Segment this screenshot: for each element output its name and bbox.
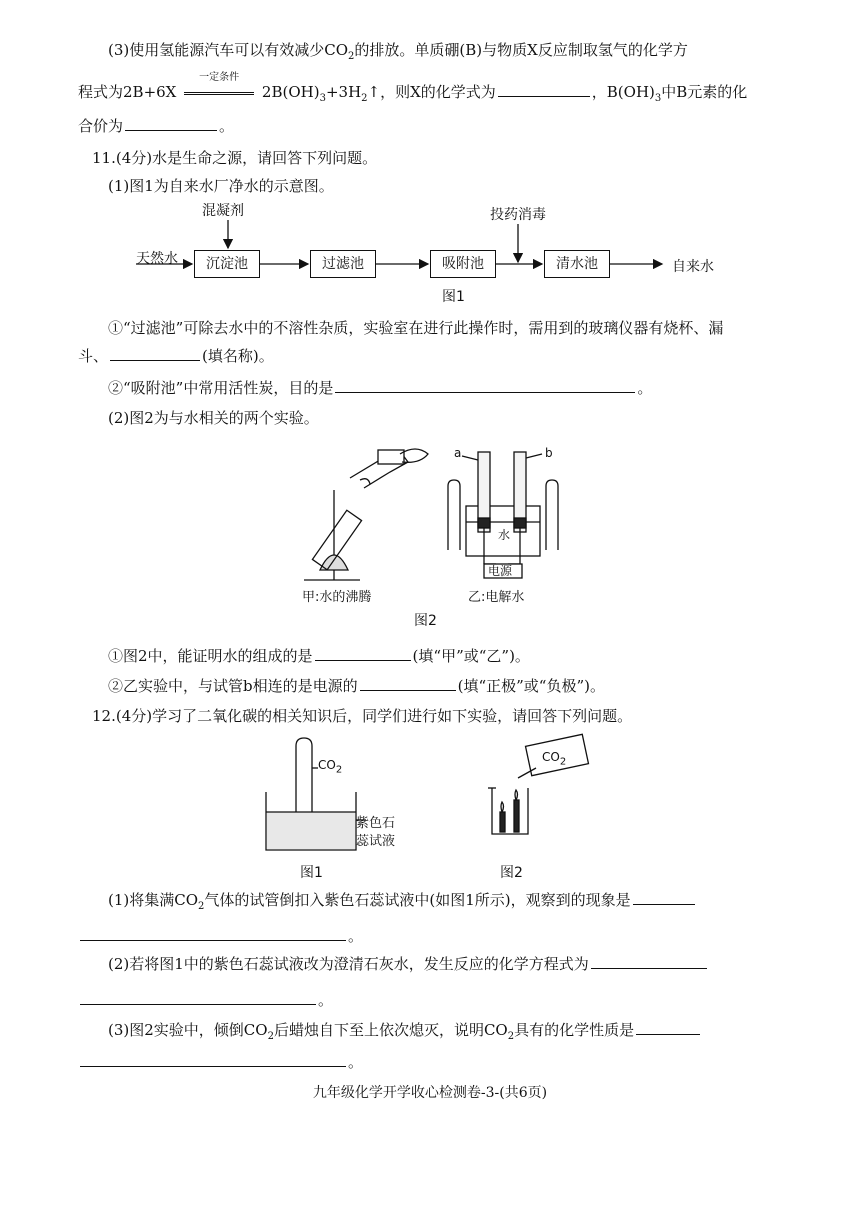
q11-sub2: ②“吸附池”中常用活性炭，目的是 。 — [108, 379, 653, 397]
jia-caption: 甲:水的沸腾 — [302, 590, 372, 605]
page-footer: 九年级化学开学收心检测卷-3-(共6页) — [312, 1085, 548, 1101]
tube-b-label: b — [545, 446, 553, 460]
figure-1-caption: 图1 — [442, 289, 465, 305]
experiment-illustrations — [290, 440, 580, 610]
q11-sub3: ①图2中，能证明水的组成的是 (填“甲”或“乙”)。 — [108, 647, 530, 665]
figure-2-caption: 图2 — [414, 613, 437, 629]
electrolysis-apparatus — [448, 452, 558, 578]
q12-figure-2-caption: 图2 — [500, 865, 523, 881]
answer-blank-property-2[interactable] — [80, 1052, 346, 1067]
tap-water-label: 自来水 — [672, 259, 714, 275]
reaction-arrow: 一定条件 — [181, 82, 257, 102]
filter-tank: 过滤池 — [310, 250, 376, 278]
co2-experiments-figure — [260, 732, 600, 882]
answer-blank-x[interactable] — [498, 82, 590, 97]
q12-figure-1-caption: 图1 — [300, 865, 323, 881]
q11-part1: (1)图1为自来水厂净水的示意图。 — [108, 177, 334, 195]
answer-blank-equation-1[interactable] — [591, 954, 707, 969]
flow-arrows — [130, 198, 750, 308]
answer-blank-carbon[interactable] — [335, 378, 635, 393]
water-experiments-figure — [290, 440, 580, 630]
answer-blank-equation-2[interactable] — [80, 990, 316, 1005]
litmus-label-2: 蕊试液 — [356, 834, 396, 849]
co2-label-fig1: $CO_2$ — [318, 758, 343, 776]
answer-blank-electrode[interactable] — [360, 676, 456, 691]
q11-sub1-a: ①“过滤池”可除去水中的不溶性杂质，实验室在进行此操作时，需用到的玻璃仪器有烧杯、漏 — [108, 319, 724, 337]
answer-blank-phenomenon-2[interactable] — [80, 926, 346, 941]
answer-blank-valence[interactable] — [125, 116, 217, 131]
answer-blank-composition[interactable] — [315, 646, 411, 661]
q12-p2-b: 。 — [78, 990, 333, 1010]
inverted-tube-setup — [266, 738, 366, 850]
q11-sub1-b: 斗、 (填名称)。 — [78, 347, 274, 365]
power-supply-label: 电源 — [488, 564, 513, 578]
coagulant-label: 混凝剂 — [202, 203, 244, 219]
q10-3-line1: (3)使用氢能源汽车可以有效减少$CO_2$的排放。单质硼(B)与物质X反应制取氢气的化学方 — [108, 41, 688, 62]
natural-water-label: 天然水 — [136, 251, 178, 267]
sedimentation-tank: 沉淀池 — [194, 250, 260, 278]
q10-3-line2: 程式为2B+6X 一定条件 $2B(OH)_3+3H_2↑$，则X的化学式为 ，$B(OH)_3$中B元素的化 — [78, 72, 748, 104]
water-treatment-diagram — [130, 198, 750, 308]
q12-p2-a: (2)若将图1中的紫色石蕊试液改为澄清石灰水，发生反应的化学方程式为 — [108, 954, 709, 974]
q12-p3-a: (3)图2实验中，倾倒$CO_2$后蜡烛自下至上依次熄灭，说明$CO_2$具有的化学性质是 — [108, 1020, 702, 1047]
clear-water-tank: 清水池 — [544, 250, 610, 278]
answer-blank-phenomenon-1[interactable] — [633, 890, 695, 905]
adsorption-tank: 吸附池 — [430, 250, 496, 278]
q11-sub4: ②乙实验中，与试管b相连的是电源的 (填“正极”或“负极”)。 — [108, 677, 605, 695]
beaker-candle-setup — [488, 734, 588, 834]
q12-p1-b: 。 — [78, 926, 363, 946]
boiling-apparatus — [304, 449, 428, 580]
answer-blank-glassware[interactable] — [110, 346, 200, 361]
q12-header: 12.(4分)学习了二氧化碳的相关知识后，同学们进行如下实验，请回答下列问题。 — [92, 707, 633, 725]
disinfect-label: 投药消毒 — [490, 207, 546, 223]
litmus-label-1: 紫色石 — [356, 816, 396, 831]
q10-3-line3: 合价为 。 — [78, 117, 235, 135]
q12-p3-b: 。 — [78, 1052, 363, 1072]
q12-p1-a: (1)将集满$CO_2$气体的试管倒扣入紫色石蕊试液中(如图1所示)，观察到的现象是 — [108, 890, 697, 917]
water-label: 水 — [498, 528, 511, 542]
q11-header: 11.(4分)水是生命之源，请回答下列问题。 — [92, 149, 378, 167]
yi-caption: 乙:电解水 — [468, 590, 525, 605]
co2-label-fig2: $CO_2$ — [542, 750, 567, 768]
tube-a-label: a — [454, 446, 462, 460]
answer-blank-property-1[interactable] — [636, 1020, 700, 1035]
q11-part2: (2)图2为与水相关的两个实验。 — [108, 409, 319, 427]
